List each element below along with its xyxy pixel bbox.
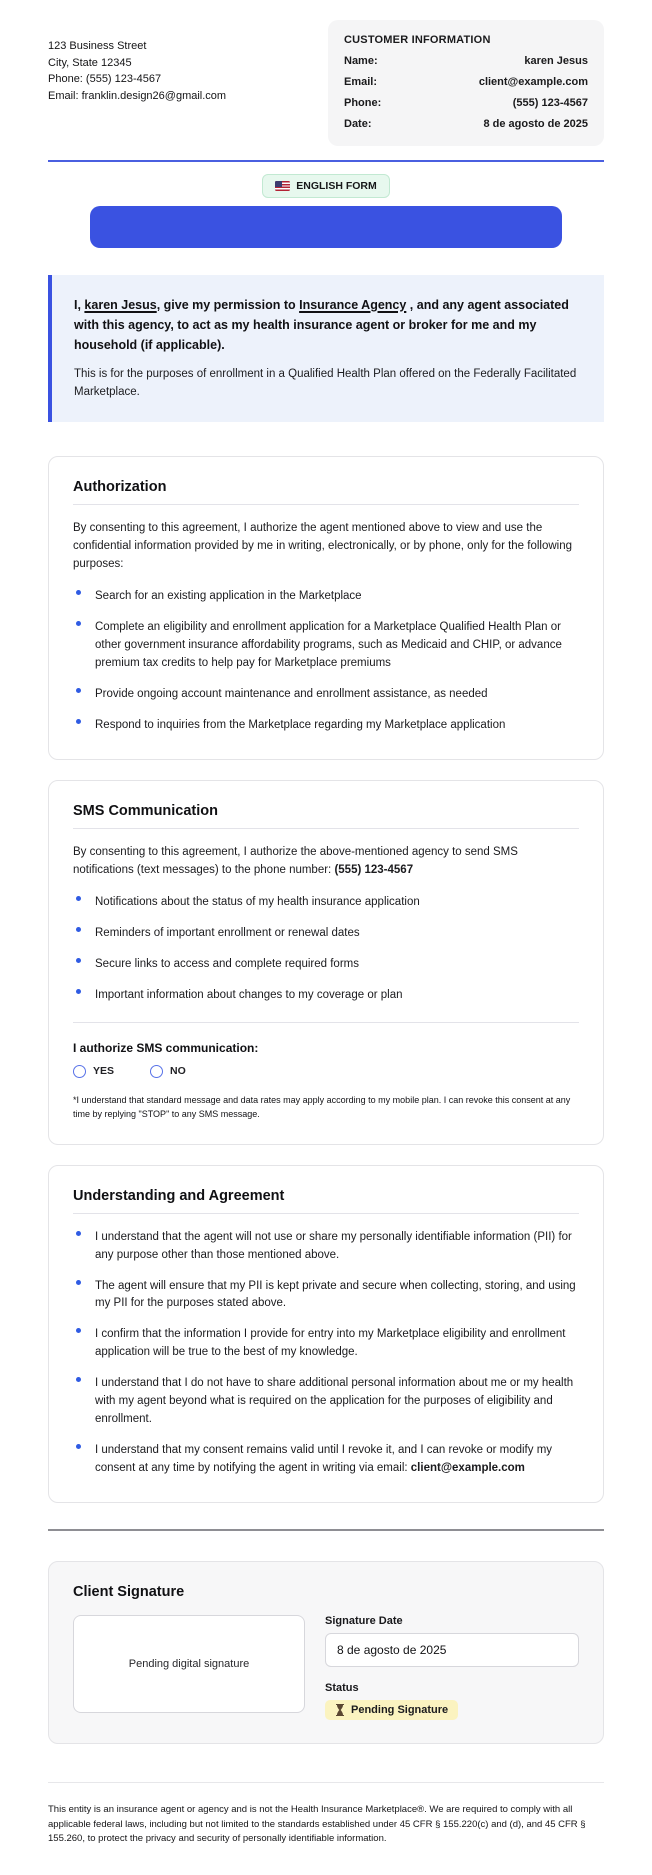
- authorization-bullet-4: Respond to inquiries from the Marketplace regarding my Marketplace application: [95, 718, 506, 731]
- customer-row-phone: [344, 97, 588, 109]
- sms-no-option[interactable]: [150, 1065, 186, 1078]
- client-signature-section: [48, 1561, 604, 1744]
- customer-email-value: client@example.com: [478, 76, 588, 88]
- customer-phone-label: Phone:: [344, 97, 382, 109]
- status-badge-text: Pending Signature: [351, 1703, 449, 1716]
- authorization-bullet-3: Provide ongoing account maintenance and enrollment assistance, as needed: [95, 687, 488, 700]
- client-signature-title: Client Signature: [73, 1583, 185, 1600]
- bullet-dot-icon: [76, 1444, 81, 1449]
- bullet-dot-icon: [76, 590, 81, 595]
- customer-row-date: [344, 118, 588, 130]
- authorization-bullet-list: [73, 588, 579, 735]
- customer-date-value: 8 de agosto de 2025: [483, 118, 588, 130]
- pending-signature-text: Pending digital signature: [128, 1657, 250, 1670]
- sms-communication-section: [48, 780, 604, 1145]
- sms-fine-print: *I understand that standard message and data rates may apply according to my mobile plan. I can revoke this consent at any time by replying "STOP" to any SMS message.: [73, 1094, 571, 1119]
- sms-yes-label: YES: [93, 1065, 115, 1078]
- agency-email: Email: franklin.design26@gmail.com: [48, 89, 227, 102]
- list-item: [73, 588, 579, 606]
- list-item: [73, 956, 579, 974]
- sms-authorize-label: I authorize SMS communication:: [73, 1040, 259, 1055]
- signature-meta-column: [325, 1615, 579, 1721]
- revoke-email: client@example.com: [410, 1462, 525, 1475]
- sms-bullet-1: Notifications about the status of my health insurance application: [95, 896, 420, 909]
- radio-unchecked-icon[interactable]: [73, 1065, 86, 1078]
- authorization-title: Authorization: [73, 479, 579, 505]
- bullet-dot-icon: [76, 896, 81, 901]
- list-item: [73, 1229, 579, 1265]
- sms-bullet-list: [73, 894, 579, 1005]
- bullet-dot-icon: [76, 621, 81, 626]
- list-item: [73, 1375, 579, 1429]
- us-flag-icon: [275, 181, 290, 191]
- agency-phone: Phone: (555) 123-4567: [48, 73, 162, 85]
- header: [48, 20, 604, 146]
- authorization-intro: By consenting to this agreement, I authorize the agent mentioned above to view and use the confidential information provided by me in writing, electronically, or by phone, only for the following purposes:: [73, 521, 573, 570]
- list-item: [73, 925, 579, 943]
- understanding-bullet-3: I confirm that the information I provide for entry into my Marketplace eligibility and enrollment application will be true to the best of my knowledge.: [95, 1328, 566, 1359]
- bullet-dot-icon: [76, 1231, 81, 1236]
- signature-date-label: Signature Date: [325, 1614, 403, 1627]
- agency-contact-block: [48, 38, 226, 104]
- understanding-title: Understanding and Agreement: [73, 1188, 579, 1214]
- sms-yes-option[interactable]: [73, 1065, 114, 1078]
- permission-statement: [74, 295, 580, 355]
- permission-prefix: I,: [74, 298, 85, 312]
- authorization-bullet-1: Search for an existing application in the Marketplace: [95, 590, 362, 603]
- sms-radio-group: [73, 1065, 579, 1078]
- header-divider: [48, 160, 604, 162]
- sms-title: SMS Communication: [73, 803, 579, 829]
- understanding-bullet-2: The agent will ensure that my PII is kept private and secure when collecting, storing, and using my PII for the purposes stated above.: [95, 1279, 576, 1310]
- footer-divider: [48, 1782, 604, 1783]
- customer-information-card: [328, 20, 604, 146]
- permission-suffix: , and any agent associated with this agency, to act as my health insurance agent or broker for me and my household (if applicable).: [74, 298, 569, 352]
- sms-no-label: NO: [170, 1065, 186, 1078]
- list-item: [73, 1442, 579, 1478]
- status-label: Status: [325, 1681, 359, 1694]
- customer-row-email: [344, 76, 588, 88]
- bullet-dot-icon: [76, 1377, 81, 1382]
- sms-bullet-3: Secure links to access and complete required forms: [95, 957, 359, 970]
- understanding-bullet-1: I understand that the agent will not use or share my personally identifiable information (PII) for any purpose other than those mentioned above.: [95, 1230, 572, 1261]
- permission-middle: , give my permission to: [156, 298, 300, 312]
- bullet-dot-icon: [76, 688, 81, 693]
- customer-name-value: karen Jesus: [524, 55, 588, 67]
- agency-address-line2: City, State 12345: [48, 56, 132, 69]
- customer-date-label: Date:: [344, 118, 372, 130]
- radio-unchecked-icon[interactable]: [150, 1065, 163, 1078]
- english-form-badge: [262, 174, 390, 198]
- bullet-dot-icon: [76, 1280, 81, 1285]
- customer-row-name: [344, 55, 588, 67]
- agency-name: Insurance Agency: [299, 298, 407, 312]
- list-item: [73, 1326, 579, 1362]
- footer-disclaimer: This entity is an insurance agent or agency and is not the Health Insurance Marketplace®. We are required to comply with all applicable federal laws, including but not limited to the standards established under 45 CFR § 155.220(c) and (d), and 45 CFR § 155.260, to protect the privacy and security of personally identifiable information.: [48, 1803, 586, 1845]
- signature-section-divider: [48, 1529, 604, 1531]
- list-item: [73, 717, 579, 735]
- permission-purpose: This is for the purposes of enrollment in a Qualified Health Plan offered on the Federally Facilitated Marketplace.: [74, 368, 577, 398]
- customer-name-label: Name:: [344, 55, 378, 67]
- sms-phone-number: (555) 123-4567: [334, 863, 414, 876]
- status-badge: [325, 1700, 458, 1720]
- sms-bullet-4: Important information about changes to my coverage or plan: [95, 988, 403, 1001]
- permission-statement-box: [48, 275, 604, 422]
- list-item: [73, 894, 579, 912]
- list-item: [73, 686, 579, 704]
- authorization-bullet-2: Complete an eligibility and enrollment application for a Marketplace Qualified Health Plan or other government insurance affordability programs, such as Medicaid and CHIP, or advance premium tax credits to help pay for Marketplace premiums: [95, 621, 562, 669]
- customer-phone-value: (555) 123-4567: [512, 97, 588, 109]
- list-item: [73, 1278, 579, 1314]
- list-item: [73, 987, 579, 1005]
- signature-date-input[interactable]: [325, 1633, 579, 1667]
- language-badge-wrap: [48, 174, 604, 198]
- bullet-dot-icon: [76, 1328, 81, 1333]
- agency-address-line1: 123 Business Street: [48, 40, 147, 52]
- sms-bullet-2: Reminders of important enrollment or renewal dates: [95, 926, 360, 939]
- signature-row: [73, 1615, 579, 1721]
- customer-information-title: CUSTOMER INFORMATION: [344, 34, 491, 46]
- client-name: karen Jesus: [84, 298, 157, 312]
- signature-pad[interactable]: [73, 1615, 305, 1713]
- understanding-bullet-5: I understand that my consent remains valid until I revoke it, and I can revoke or modify my consent at any time by notifying the agent in writing via email:: [95, 1444, 553, 1475]
- customer-email-label: Email:: [344, 76, 378, 88]
- title-banner: [90, 206, 562, 248]
- understanding-bullet-4: I understand that I do not have to share additional personal information about me or my health with my agent beyond what is required on the application for the purposes of eligibility and enrollment.: [95, 1377, 574, 1426]
- bullet-dot-icon: [76, 989, 81, 994]
- english-form-badge-label: ENGLISH FORM: [296, 180, 377, 192]
- bullet-dot-icon: [76, 958, 81, 963]
- list-item: [73, 619, 579, 673]
- sms-intro: [73, 843, 579, 879]
- sms-inner-divider: [73, 1022, 579, 1023]
- authorization-section: [48, 456, 604, 760]
- bullet-dot-icon: [76, 927, 81, 932]
- understanding-bullet-list: [73, 1229, 579, 1478]
- hourglass-icon: [335, 1704, 345, 1716]
- bullet-dot-icon: [76, 719, 81, 724]
- understanding-section: [48, 1165, 604, 1503]
- sms-intro-text: By consenting to this agreement, I authorize the above-mentioned agency to send SMS notifications (text messages) to the phone number:: [73, 845, 518, 876]
